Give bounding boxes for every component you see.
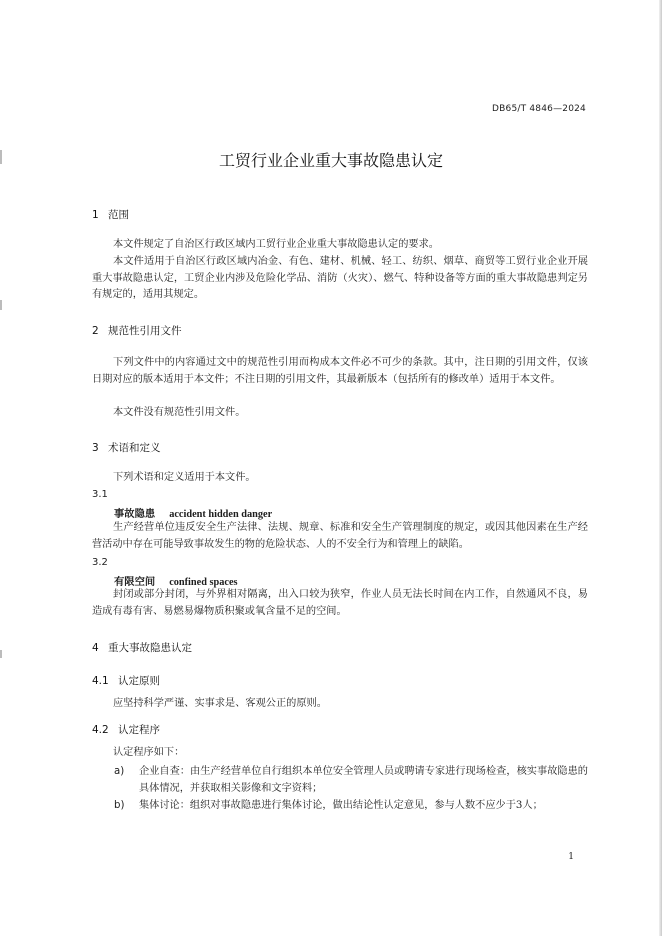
scan-edge-mark bbox=[0, 300, 2, 310]
section-number: 4 bbox=[92, 642, 99, 654]
section-2-paragraph-2: 本文件没有规范性引用文件。 bbox=[113, 407, 246, 418]
subsection-title: 认定原则 bbox=[118, 675, 160, 687]
subsection-number: 4.2 bbox=[92, 724, 109, 736]
list-item-text: 集体讨论：组织对事故隐患进行集体讨论，做出结论性认定意见，参与人数不应少于3人； bbox=[139, 800, 543, 811]
term-number: 3.1 bbox=[92, 489, 108, 500]
section-number: 1 bbox=[92, 209, 99, 221]
section-title: 重大事故隐患认定 bbox=[108, 642, 192, 654]
section-4-1-paragraph: 应坚持科学严谨、实事求是、客观公正的原则。 bbox=[113, 698, 327, 709]
list-item-label: a) bbox=[114, 766, 125, 777]
list-item bbox=[114, 764, 588, 797]
section-title: 范围 bbox=[108, 209, 129, 221]
standard-code: DB65/T 4846—2024 bbox=[492, 104, 586, 114]
section-2-heading bbox=[92, 323, 182, 338]
term-english: accident hidden danger bbox=[169, 509, 273, 520]
subsection-title: 认定程序 bbox=[118, 724, 160, 736]
section-1-heading bbox=[92, 207, 129, 222]
section-title: 术语和定义 bbox=[108, 442, 161, 454]
term-definition: 生产经营单位违反安全生产法律、法规、规章、标准和安全生产管理制度的规定，或因其他因素在生产经营活动中存在可能导致事故发生的物的危险状态、人的不安全行为和管理上的缺陷。 bbox=[92, 522, 588, 550]
term-definition: 封闭或部分封闭，与外界相对隔离，出入口较为狭窄，作业人员无法长时间在内工作，自然通风不良，易造成有毒有害、易燃易爆物质积聚或氧含量不足的空间。 bbox=[92, 589, 588, 617]
section-3-heading bbox=[92, 440, 161, 455]
section-title: 规范性引用文件 bbox=[108, 325, 182, 337]
section-4-2-heading bbox=[92, 722, 160, 737]
section-4-2-intro: 认定程序如下： bbox=[113, 747, 185, 758]
term-chinese: 事故隐患 bbox=[114, 508, 156, 520]
list-item bbox=[114, 798, 588, 815]
section-number: 2 bbox=[92, 325, 99, 337]
section-2-paragraph-1: 下列文件中的内容通过文中的规范性引用而构成本文件必不可少的条款。其中，注日期的引用文件，仅该日期对应的版本适用于本文件；不注日期的引用文件，其最新版本（包括所有的修改单）适用于本文件。 bbox=[92, 357, 588, 385]
section-4-1-heading bbox=[92, 673, 160, 688]
subsection-number: 4.1 bbox=[92, 675, 109, 687]
section-1-paragraph-1: 本文件规定了自治区行政区域内工贸行业企业重大事故隐患认定的要求。 bbox=[113, 239, 439, 250]
section-number: 3 bbox=[92, 442, 99, 454]
term-entry bbox=[114, 573, 238, 588]
list-item-label: b) bbox=[114, 800, 125, 811]
section-4-heading bbox=[92, 640, 192, 655]
list-item-text: 企业自查：由生产经营单位自行组织本单位安全管理人员或聘请专家进行现场检查，核实事故隐患的具体情况，并获取相关影像和文字资料； bbox=[139, 766, 588, 794]
page-number: 1 bbox=[568, 852, 574, 862]
document-title: 工贸行业企业重大事故隐患认定 bbox=[218, 151, 443, 170]
term-english: confined spaces bbox=[169, 577, 238, 588]
section-1-paragraph-2: 本文件适用于自治区行政区域内冶金、有色、建材、机械、轻工、纺织、烟草、商贸等工贸行业企业开展重大事故隐患认定，工贸企业内涉及危险化学品、消防（火灾）、燃气、特种设备等方面的重大事故隐患判定另有规定的，适用其规定。 bbox=[92, 256, 588, 301]
term-chinese: 有限空间 bbox=[114, 576, 156, 588]
scan-edge-mark bbox=[0, 650, 2, 658]
term-entry bbox=[114, 505, 272, 520]
term-number: 3.2 bbox=[92, 557, 108, 568]
section-3-intro: 下列术语和定义适用于本文件。 bbox=[113, 472, 256, 483]
